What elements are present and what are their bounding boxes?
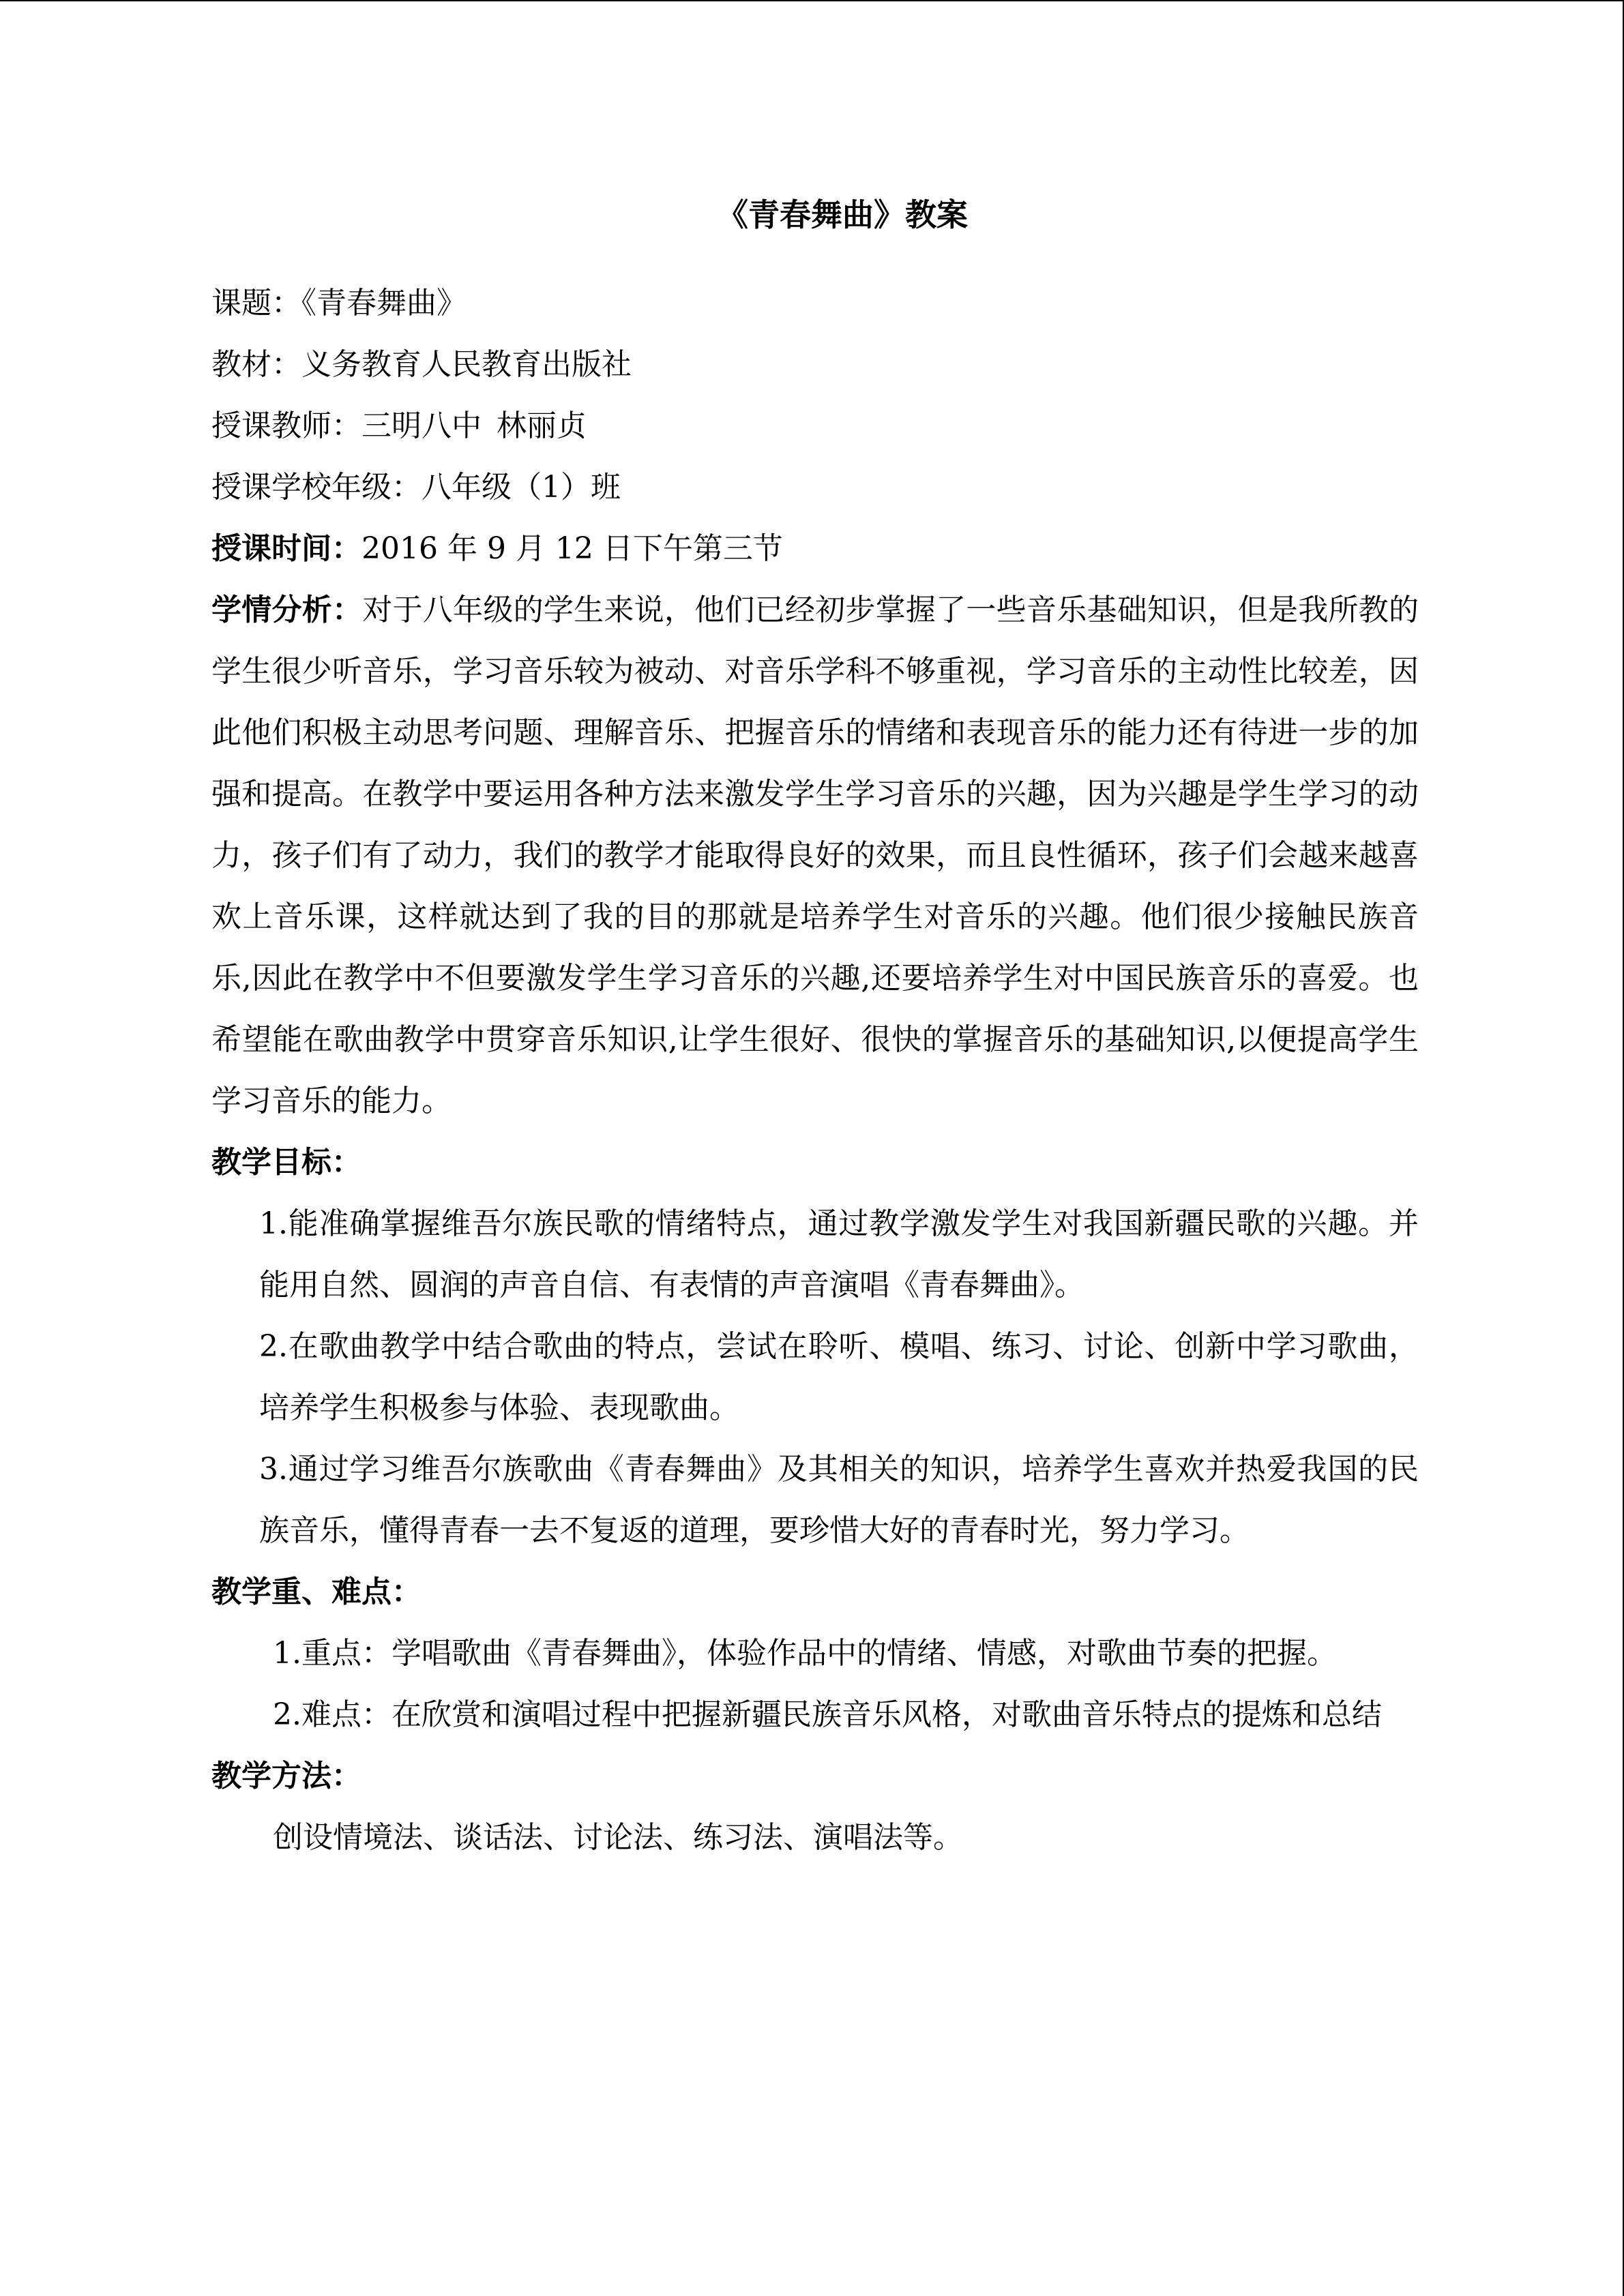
teacher-line — [211, 396, 1419, 457]
time-label: 授课时间： — [211, 531, 361, 566]
time-line — [211, 518, 1419, 580]
lesson-plan-document — [211, 184, 1419, 1868]
teacher-school: 三明八中 — [361, 408, 482, 443]
grade-value: 八年级（1）班 — [422, 470, 621, 505]
methods-text: 创设情境法、谈话法、讨论法、练习法、演唱法等。 — [273, 1820, 963, 1855]
objective-item-2: 2.在歌曲教学中结合歌曲的特点，尝试在聆听、模唱、练习、讨论、创新中学习歌曲，培养学生积极参与体验、表现歌曲。 — [259, 1329, 1419, 1425]
analysis-label: 学情分析： — [211, 593, 363, 627]
key-point-item-1: 1.重点：学唱歌曲《青春舞曲》，体验作品中的情绪、情感，对歌曲节奏的把握。 — [273, 1636, 1337, 1671]
material-line — [211, 334, 1419, 396]
analysis-text: 对于八年级的学生来说，他们已经初步掌握了一些音乐基础知识，但是我所教的学生很少听音乐，学习音乐较为被动、对音乐学科不够重视，学习音乐的主动性比较差，因此他们积极主动思考问题、理解音乐、把握音乐的情绪和表现音乐的能力还有待进一步的加强和提高。在教学中要运用各种方法来激发学生学习音乐的兴趣，因为兴趣是学生学习的动力，孩子们有了动力，我们的教学才能取得良好的效果，而且良性循环，孩子们会越来越喜欢上音乐课，这样就达到了我的目的那就是培养学生对音乐的兴趣。他们很少接触民族音乐,因此在教学中不但要激发学生学习音乐的兴趣,还要培养学生对中国民族音乐的喜爱。也希望能在歌曲教学中贯穿音乐知识,让学生很好、很快的掌握音乐的基础知识,以便提高学生学习音乐的能力。 — [211, 593, 1419, 1118]
topic-value: 《青春舞曲》 — [301, 286, 467, 320]
objectives-heading: 教学目标： — [211, 1145, 361, 1180]
objective-item-1: 1.能准确掌握维吾尔族民歌的情绪特点，通过教学激发学生对我国新疆民歌的兴趣。并能用自然、圆润的声音自信、有表情的声音演唱《青春舞曲》。 — [259, 1206, 1419, 1302]
methods-heading: 教学方法： — [211, 1759, 361, 1793]
teacher-name: 林丽贞 — [497, 408, 587, 443]
key-point-item-2: 2.难点：在欣赏和演唱过程中把握新疆民族音乐风格，对歌曲音乐特点的提炼和总结 — [273, 1697, 1382, 1732]
objective-item-3: 3.通过学习维吾尔族歌曲《青春舞曲》及其相关的知识，培养学生喜欢并热爱我国的民族音乐，懂得青春一去不复返的道理，要珍惜大好的青春时光，努力学习。 — [259, 1452, 1419, 1548]
time-value: 2016 年 9 月 12 日下午第三节 — [361, 531, 783, 566]
material-label: 教材： — [211, 347, 301, 382]
document-title: 《青春舞曲》教案 — [717, 196, 968, 233]
topic-label: 课题： — [211, 286, 301, 320]
grade-line — [211, 457, 1419, 518]
grade-label: 授课学校年级： — [211, 470, 422, 505]
material-value: 义务教育人民教育出版社 — [301, 347, 632, 382]
analysis-paragraph — [211, 580, 1419, 1132]
teacher-label: 授课教师： — [211, 408, 361, 443]
topic-line — [211, 273, 1419, 334]
key-points-heading: 教学重、难点： — [211, 1575, 422, 1609]
